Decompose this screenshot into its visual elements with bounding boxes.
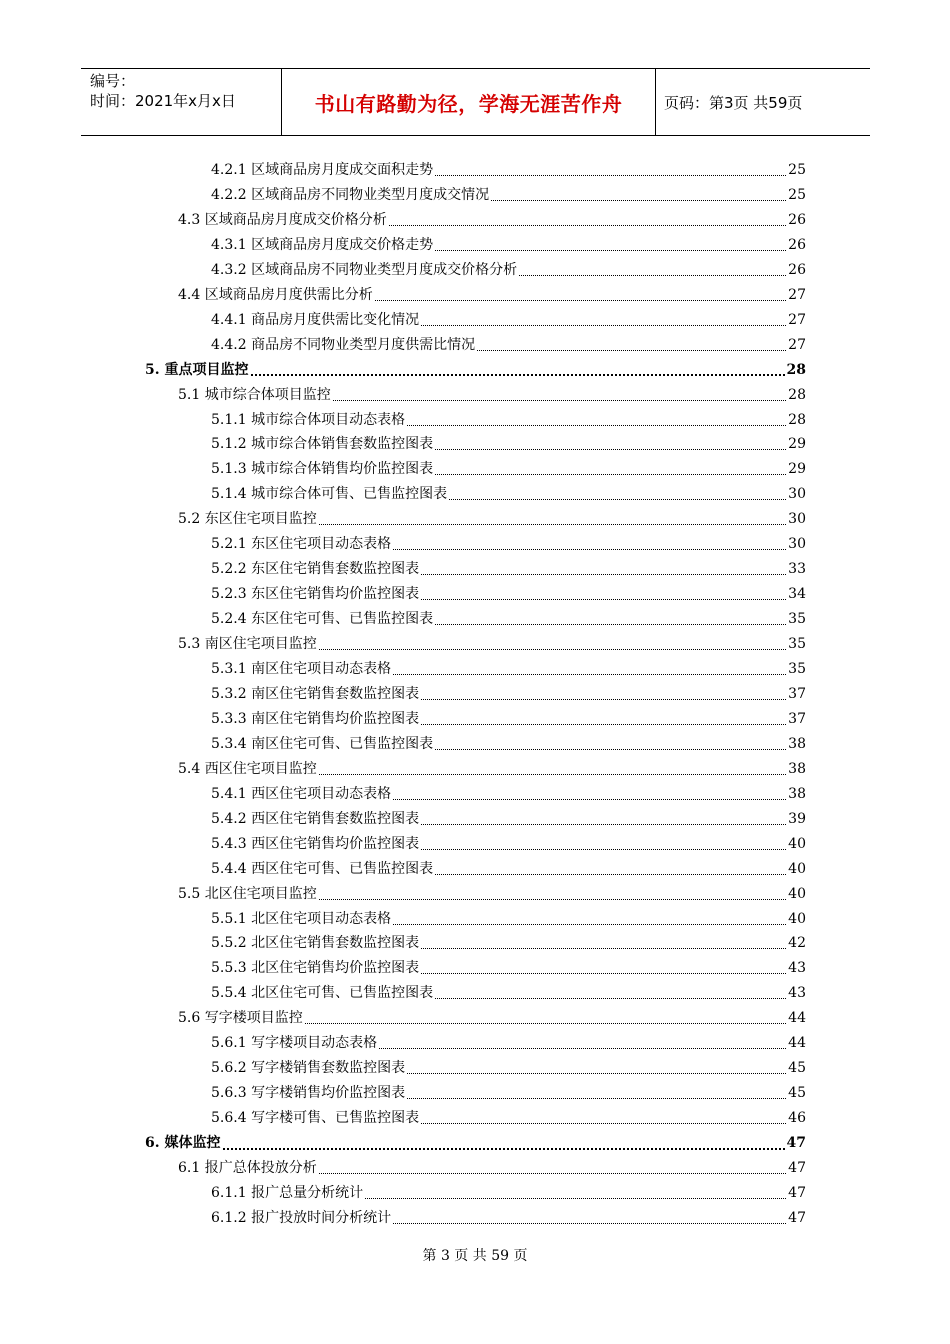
toc-leader-dots (305, 1023, 786, 1024)
toc-entry-page: 43 (788, 985, 806, 1002)
toc-entry[interactable] (211, 832, 806, 857)
toc-entry-page: 34 (788, 586, 806, 603)
page-footer: 第 3 页 共 59 页 (422, 1248, 528, 1264)
toc-leader-dots (421, 849, 786, 850)
toc-entry[interactable] (211, 333, 806, 358)
toc-leader-dots (319, 649, 786, 650)
toc-entry[interactable] (211, 408, 806, 433)
toc-entry-title: 5.5.2 北区住宅销售套数监控图表 (211, 935, 420, 952)
toc-entry-title: 5.2.2 东区住宅销售套数监控图表 (211, 561, 420, 578)
toc-entry-page: 27 (788, 311, 806, 328)
toc-entry[interactable] (211, 532, 806, 557)
toc-leader-dots (407, 425, 786, 426)
toc-leader-dots (519, 275, 786, 276)
toc-entry-page: 40 (788, 885, 806, 902)
toc-entry[interactable] (211, 183, 806, 208)
toc-entry-title: 4.3.1 区域商品房月度成交价格走势 (211, 236, 434, 253)
toc-leader-dots (435, 749, 786, 750)
document-number-label: 编号： (90, 72, 136, 90)
toc-leader-dots (435, 624, 786, 625)
toc-entry-page: 27 (788, 286, 806, 303)
toc-entry-page: 47 (788, 1160, 806, 1176)
toc-entry-page: 26 (788, 236, 806, 253)
toc-entry[interactable] (211, 582, 806, 607)
toc-entry-title: 4.4 区域商品房月度供需比分析 (178, 286, 373, 303)
toc-entry-title: 5.6.1 写字楼项目动态表格 (211, 1035, 378, 1052)
toc-entry-title: 5.6 写字楼项目监控 (178, 1010, 303, 1027)
toc-entry[interactable] (178, 882, 806, 907)
toc-entry-page: 37 (788, 710, 806, 727)
toc-entry-title: 6.1.2 报广投放时间分析统计 (211, 1209, 392, 1226)
toc-leader-dots (421, 574, 786, 575)
toc-entry[interactable] (211, 956, 806, 981)
toc-leader-dots (435, 874, 786, 875)
toc-entry[interactable] (178, 1006, 806, 1031)
toc-entry[interactable] (211, 907, 806, 932)
toc-leader-dots (319, 1173, 786, 1174)
toc-leader-dots (333, 400, 786, 401)
toc-leader-dots (393, 799, 786, 800)
toc-entry-page: 44 (788, 1010, 806, 1027)
toc-entry-page: 28 (786, 361, 806, 378)
toc-entry-page: 33 (788, 561, 806, 578)
toc-entry[interactable] (211, 482, 806, 507)
toc-leader-dots (251, 374, 785, 376)
toc-leader-dots (407, 1073, 786, 1074)
toc-entry-title: 5.2.4 东区住宅可售、已售监控图表 (211, 611, 434, 628)
toc-entry-title: 4.3 区域商品房月度成交价格分析 (178, 211, 387, 228)
toc-leader-dots (393, 549, 786, 550)
toc-entry[interactable] (178, 757, 806, 782)
toc-entry[interactable] (211, 607, 806, 632)
header-page-info: 页码：第3页 共59页 (664, 93, 803, 112)
toc-leader-dots (477, 350, 786, 351)
toc-entry-page: 38 (788, 785, 806, 802)
toc-entry-page: 42 (788, 935, 806, 952)
toc-leader-dots (421, 1123, 786, 1124)
toc-entry-title: 4.2.1 区域商品房月度成交面积走势 (211, 162, 434, 178)
toc-entry-title: 5.1.4 城市综合体可售、已售监控图表 (211, 486, 448, 503)
toc-entry-page: 43 (788, 960, 806, 977)
toc-entry-title: 5. 重点项目监控 (145, 361, 249, 378)
toc-entry-page: 47 (788, 1209, 806, 1226)
toc-entry[interactable] (211, 1106, 806, 1131)
toc-leader-dots (393, 1223, 786, 1224)
toc-leader-dots (379, 1048, 786, 1049)
toc-entry-title: 4.3.2 区域商品房不同物业类型月度成交价格分析 (211, 261, 518, 278)
toc-entry[interactable] (211, 682, 806, 707)
toc-leader-dots (421, 699, 786, 700)
toc-entry-page: 46 (788, 1110, 806, 1127)
toc-entry-page: 35 (788, 611, 806, 628)
toc-entry[interactable] (211, 308, 806, 333)
toc-entry-title: 5.6.2 写字楼销售套数监控图表 (211, 1060, 406, 1077)
toc-entry-title: 5.1 城市综合体项目监控 (178, 386, 331, 403)
toc-entry[interactable] (145, 358, 806, 383)
toc-entry[interactable] (145, 1131, 806, 1156)
toc-entry-title: 5.2.3 东区住宅销售均价监控图表 (211, 586, 420, 603)
toc-entry[interactable] (211, 707, 806, 732)
toc-leader-dots (223, 1148, 785, 1150)
toc-leader-dots (421, 824, 786, 825)
toc-leader-dots (319, 899, 786, 900)
toc-entry-page: 37 (788, 685, 806, 702)
toc-entry-title: 5.5.4 北区住宅可售、已售监控图表 (211, 985, 434, 1002)
toc-entry-page: 38 (788, 760, 806, 777)
toc-entry-title: 5.3.2 南区住宅销售套数监控图表 (211, 685, 420, 702)
toc-entry-page: 38 (788, 735, 806, 752)
toc-entry[interactable] (211, 1206, 806, 1231)
toc-entry[interactable] (211, 782, 806, 807)
toc-entry[interactable] (211, 981, 806, 1006)
toc-leader-dots (435, 175, 786, 176)
toc-leader-dots (393, 924, 786, 925)
toc-entry[interactable] (178, 632, 806, 657)
toc-entry[interactable] (211, 457, 806, 482)
toc-leader-dots (319, 774, 786, 775)
toc-entry[interactable] (211, 432, 806, 457)
toc-entry[interactable] (211, 258, 806, 283)
toc-entry-title: 5.6.4 写字楼可售、已售监控图表 (211, 1110, 420, 1127)
toc-entry-page: 30 (788, 486, 806, 503)
toc-entry[interactable] (211, 233, 806, 258)
toc-entry-title: 5.1.3 城市综合体销售均价监控图表 (211, 461, 434, 478)
toc-entry-page: 29 (788, 461, 806, 478)
toc-entry-page: 40 (788, 910, 806, 927)
toc-leader-dots (389, 225, 786, 226)
toc-entry[interactable] (211, 1081, 806, 1106)
toc-entry-page: 45 (788, 1060, 806, 1077)
toc-entry-page: 25 (788, 162, 806, 178)
toc-entry[interactable] (211, 1056, 806, 1081)
header-motto-cell (282, 69, 656, 135)
toc-entry-page: 40 (788, 860, 806, 877)
toc-entry-title: 5.2.1 东区住宅项目动态表格 (211, 536, 392, 553)
toc-leader-dots (421, 724, 786, 725)
toc-entry[interactable] (211, 1181, 806, 1206)
toc-leader-dots (407, 1098, 786, 1099)
toc-entry[interactable] (211, 557, 806, 582)
toc-leader-dots (393, 674, 786, 675)
toc-leader-dots (319, 524, 786, 525)
toc-entry-title: 5.1.1 城市综合体项目动态表格 (211, 411, 406, 428)
toc-leader-dots (375, 300, 786, 301)
toc-leader-dots (421, 325, 786, 326)
toc-entry-title: 5.5.3 北区住宅销售均价监控图表 (211, 960, 420, 977)
toc-leader-dots (365, 1198, 786, 1199)
toc-entry-title: 5.5 北区住宅项目监控 (178, 885, 317, 902)
toc-entry[interactable] (178, 283, 806, 308)
toc-leader-dots (491, 200, 786, 201)
toc-entry-page: 40 (788, 835, 806, 852)
toc-entry-page: 39 (788, 810, 806, 827)
toc-entry[interactable] (211, 857, 806, 882)
toc-leader-dots (449, 499, 786, 500)
toc-entry-page: 35 (788, 661, 806, 677)
toc-entry-page: 26 (788, 211, 806, 228)
toc-entry-title: 5.4.3 西区住宅销售均价监控图表 (211, 835, 420, 852)
toc-entry-title: 5.4 西区住宅项目监控 (178, 760, 317, 777)
toc-entry-title: 5.3.3 南区住宅销售均价监控图表 (211, 710, 420, 727)
toc-entry-title: 6. 媒体监控 (145, 1135, 221, 1152)
toc-entry[interactable] (211, 1031, 806, 1056)
toc-entry-title: 5.2 东区住宅项目监控 (178, 511, 317, 528)
toc-leader-dots (435, 250, 786, 251)
toc-entry-page: 25 (788, 186, 806, 203)
toc-entry[interactable] (178, 383, 806, 408)
toc-entry-title: 5.6.3 写字楼销售均价监控图表 (211, 1085, 406, 1102)
toc-entry-title: 5.5.1 北区住宅项目动态表格 (211, 910, 392, 927)
toc-leader-dots (435, 474, 786, 475)
toc-entry-title: 5.4.1 西区住宅项目动态表格 (211, 785, 392, 802)
toc-entry-title: 4.4.1 商品房月度供需比变化情况 (211, 311, 420, 328)
toc-entry-page: 35 (788, 636, 806, 653)
toc-entry-page: 47 (788, 1184, 806, 1201)
toc-entry-title: 5.3.4 南区住宅可售、已售监控图表 (211, 735, 434, 752)
toc-entry-page: 30 (788, 536, 806, 553)
page-header (81, 68, 870, 136)
toc-entry-page: 28 (788, 411, 806, 428)
motto-text: 书山有路勤为径，学海无涯苦作舟 (314, 91, 623, 116)
toc-entry[interactable] (211, 931, 806, 956)
toc-entry-page: 27 (788, 336, 806, 353)
toc-entry-title: 4.4.2 商品房不同物业类型月度供需比情况 (211, 336, 476, 353)
toc-leader-dots (421, 599, 786, 600)
toc-entry-page: 29 (788, 436, 806, 453)
document-time-label: 时间：2021年x月x日 (90, 92, 236, 110)
toc-leader-dots (435, 449, 786, 450)
toc-leader-dots (435, 998, 786, 999)
toc-entry[interactable] (178, 1156, 806, 1181)
toc-entry-title: 6.1.1 报广总量分析统计 (211, 1184, 364, 1201)
toc-leader-dots (421, 973, 786, 974)
toc-entry-title: 5.3.1 南区住宅项目动态表格 (211, 661, 392, 677)
toc-entry[interactable] (211, 158, 806, 183)
toc-entry-page: 44 (788, 1035, 806, 1052)
toc-entry-page: 45 (788, 1085, 806, 1102)
toc-entry[interactable] (211, 807, 806, 832)
toc-entry[interactable] (178, 507, 806, 532)
toc-entry[interactable] (211, 657, 806, 682)
toc-entry-page: 26 (788, 261, 806, 278)
toc-entry-title: 5.4.4 西区住宅可售、已售监控图表 (211, 860, 434, 877)
header-meta-cell (81, 69, 282, 135)
toc-entry[interactable] (178, 208, 806, 233)
toc-leader-dots (421, 948, 786, 949)
toc-entry-title: 5.1.2 城市综合体销售套数监控图表 (211, 436, 434, 453)
toc-entry-page: 28 (788, 386, 806, 403)
toc-entry-page: 47 (786, 1135, 806, 1152)
toc-entry-title: 5.4.2 西区住宅销售套数监控图表 (211, 810, 420, 827)
toc-entry-title: 6.1 报广总体投放分析 (178, 1160, 317, 1176)
toc-entry[interactable] (211, 732, 806, 757)
toc-entry-title: 4.2.2 区域商品房不同物业类型月度成交情况 (211, 186, 490, 203)
toc-entry-page: 30 (788, 511, 806, 528)
toc-entry-title: 5.3 南区住宅项目监控 (178, 636, 317, 653)
